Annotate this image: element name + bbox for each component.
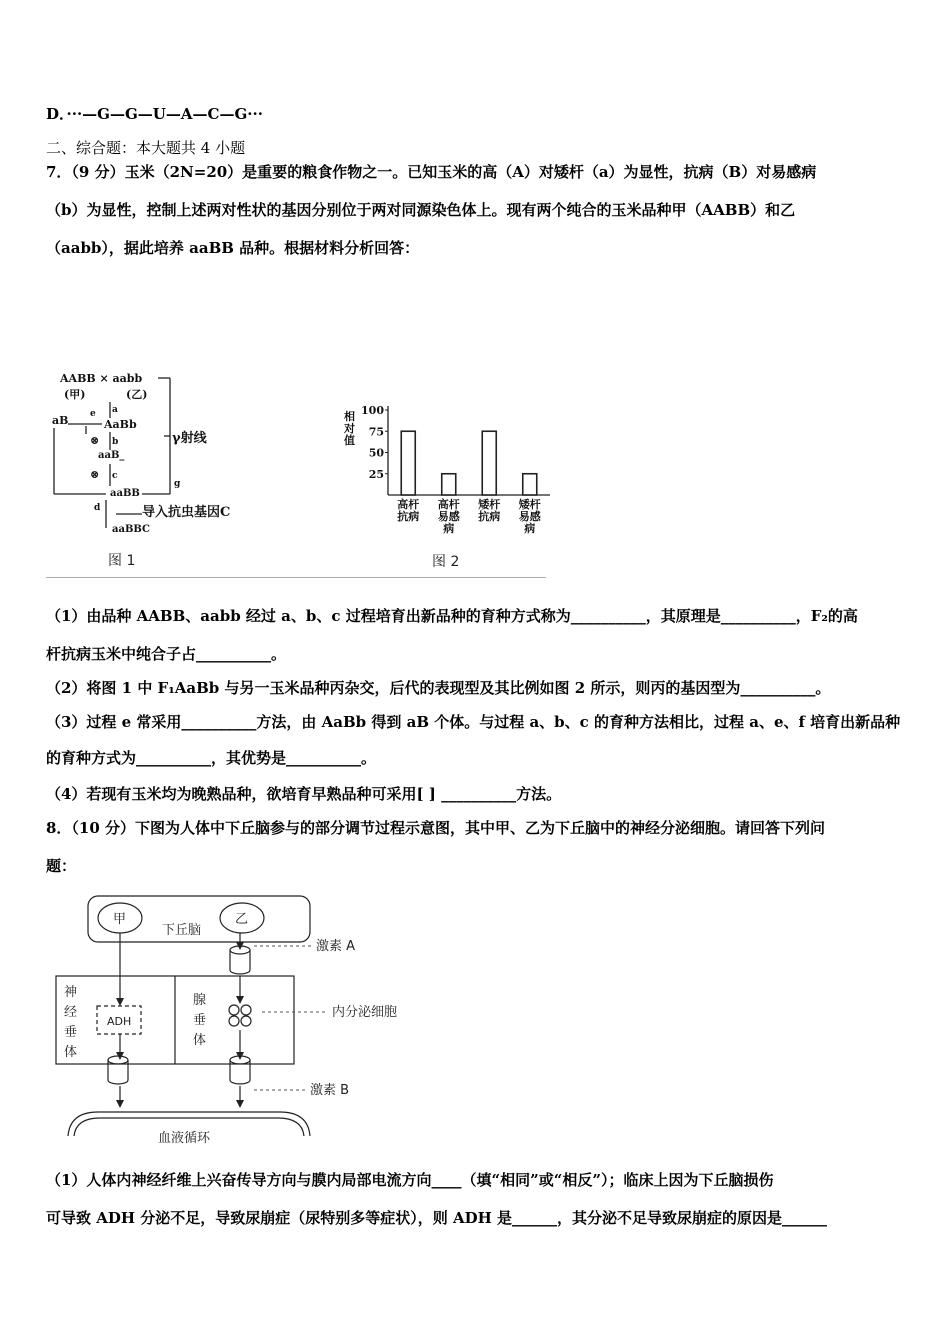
fig1-gene-c: 导入抗虫基因C: [142, 505, 231, 520]
fig2-category-label: 易感: [437, 510, 460, 523]
fig2-category-label: 高杆: [437, 498, 460, 511]
fig1-step-g: g: [174, 479, 181, 489]
fig2-tick-label: 25: [368, 467, 384, 481]
hormone-b-label: 激素 B: [310, 1083, 350, 1098]
fig2-bar: [482, 431, 496, 495]
fig1-cross: AABB × aabb: [60, 372, 143, 385]
q7-stem-line: （aabb），据此培养 aaBB 品种。根据材料分析回答：: [46, 239, 420, 257]
fig2-ylabel-char: 值: [344, 434, 355, 447]
fig1-step-d: d: [94, 503, 101, 513]
fig1-caption: 图 1: [108, 553, 136, 569]
adeno-char: 垂: [193, 1013, 207, 1028]
fig1-selfing-2: ⊗: [90, 468, 100, 481]
cell-a-label: 甲: [113, 912, 127, 927]
q8-stem-line: 题：: [46, 857, 77, 875]
fig2-bar: [523, 474, 537, 495]
fig1-selfing-1: ⊗: [90, 434, 100, 447]
cell-b-label: 乙: [235, 912, 249, 927]
q7-sub-question: 的育种方式为__________，其优势是__________。: [46, 749, 377, 767]
fig2-category-label: 病: [524, 522, 536, 535]
fig2-ylabel-char: 对: [344, 422, 355, 435]
neuro-char: 神: [64, 985, 78, 1000]
figure-2-bar-chart: [340, 400, 560, 578]
neuro-char: 经: [64, 1005, 78, 1020]
fig2-category-label: 抗病: [478, 510, 501, 523]
adeno-char: 腺: [193, 993, 207, 1008]
hypothalamus-diagram: [50, 890, 470, 1150]
q7-stem-line: （b）为显性，控制上述两对性状的基因分别位于两对同源染色体上。现有两个纯合的玉米品种甲（AABB）和乙: [46, 201, 796, 219]
figure-1-breeding-diagram: [46, 368, 326, 578]
fig2-ylabel-char: 相: [344, 410, 355, 423]
fig1-parent2: (乙): [126, 388, 148, 401]
fig1-f1: AaBb: [104, 418, 137, 431]
fig2-tick-label: 100: [361, 404, 384, 417]
fig2-caption: 图 2: [432, 554, 460, 570]
q7-sub-question: 杆抗病玉米中纯合子占__________。: [46, 645, 287, 663]
fig2-category-label: 病: [443, 522, 455, 535]
fig1-step-c: c: [112, 471, 118, 481]
fig2-category-label: 矮杆: [518, 498, 541, 511]
q7-sub-question: （3）过程 e 常采用__________方法，由 AaBb 得到 aB 个体。与过程 a、b、c 的育种方法相比，过程 a、e、f 培育出新品种: [46, 713, 901, 731]
q7-sub-question: （4）若现有玉米均为晚熟品种，欲培育早熟品种可采用[ ] __________方法。: [46, 785, 562, 803]
fig2-bar: [401, 431, 415, 495]
fig1-f2: aaB_: [98, 450, 125, 461]
fig2-tick-label: 75: [368, 425, 384, 439]
fig1-step-e: e: [90, 409, 96, 419]
q8-stem-line: 8．（10 分）下图为人体中下丘脑参与的部分调节过程示意图，其中甲、乙为下丘脑中的神经分泌细胞。请回答下列问: [46, 819, 826, 837]
adh-label: ADH: [107, 1015, 132, 1028]
fig1-final: aaBBC: [112, 524, 151, 535]
fig2-category-label: 矮杆: [478, 498, 501, 511]
fig1-result: aaBB: [110, 488, 140, 499]
q7-sub-question: （1）由品种 AABB、aabb 经过 a、b、c 过程培育出新品种的育种方式称为__________，其原理是__________，F₂的高: [46, 607, 858, 625]
fig1-step-b: b: [112, 437, 119, 447]
figure-divider: [46, 577, 546, 578]
neuro-char: 体: [64, 1045, 78, 1060]
option-d: D．···—G—G—U—A—C—G···: [46, 105, 263, 123]
q7-stem-line: 7．（9 分）玉米（2N=20）是重要的粮食作物之一。已知玉米的高（A）对矮杆（a）为显性，抗病（B）对易感病: [46, 163, 817, 181]
fig1-parent1: (甲): [64, 388, 86, 401]
fig2-category-label: 高杆: [397, 498, 420, 511]
blood-label: 血液循环: [158, 1131, 211, 1146]
fig1-ab-gamete: aB: [52, 414, 69, 427]
q8-sub-question: 可导致 ADH 分泌不足，导致尿崩症（尿特别多等症状），则 ADH 是______，其分泌不足导致尿崩症的原因是______: [46, 1209, 828, 1227]
section-heading: 二、综合题：本大题共 4 小题: [46, 139, 246, 157]
fig2-category-label: 抗病: [397, 510, 420, 523]
hormone-a-label: 激素 A: [316, 939, 356, 954]
q8-sub-question: （1）人体内神经纤维上兴奋传导方向与膜内局部电流方向____（填“相同”或“相反”）；临床上因为下丘脑损伤: [46, 1171, 774, 1189]
fig2-category-label: 易感: [518, 510, 541, 523]
neuro-char: 垂: [64, 1025, 78, 1040]
fig1-gamma: γ射线: [172, 431, 207, 446]
fig2-tick-label: 50: [368, 446, 384, 460]
adeno-char: 体: [193, 1033, 207, 1048]
hypothalamus-label: 下丘脑: [162, 923, 202, 938]
fig2-bar: [442, 474, 456, 495]
endocrine-cell-label: 内分泌细胞: [332, 1005, 398, 1020]
q7-sub-question: （2）将图 1 中 F₁AaBb 与另一玉米品种丙杂交，后代的表现型及其比例如图 2 所示，则丙的基因型为__________。: [46, 679, 831, 697]
fig1-step-a: a: [112, 405, 118, 415]
